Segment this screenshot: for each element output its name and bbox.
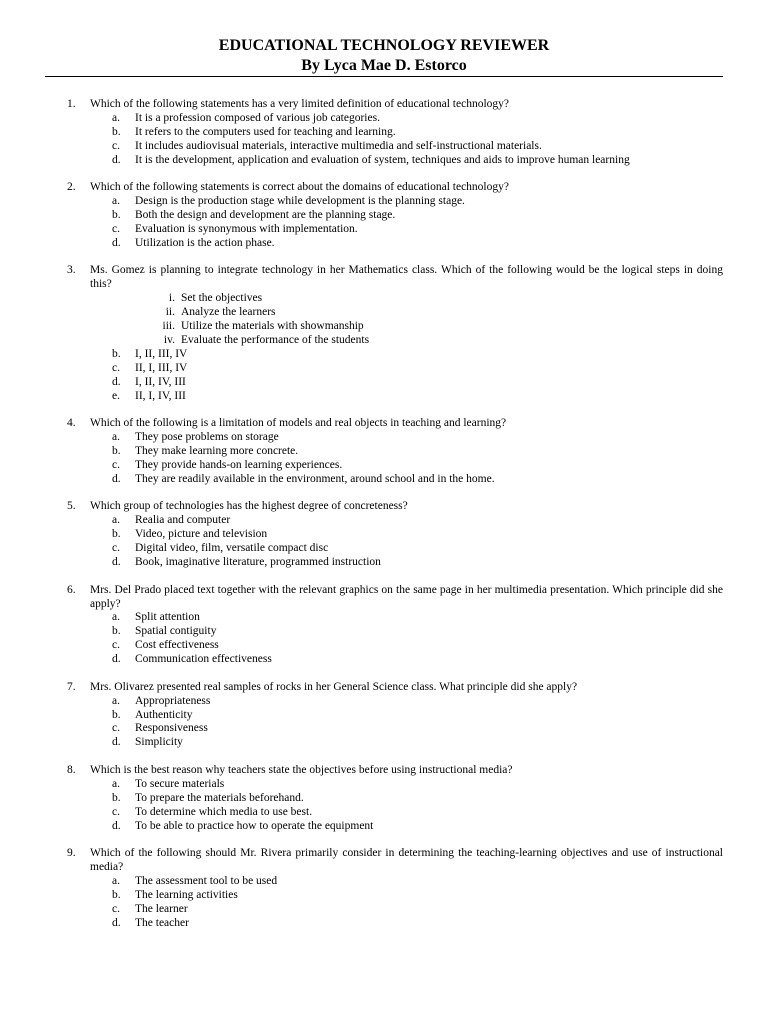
option-text: To be able to practice how to operate the equipment: [135, 819, 374, 832]
answer-option: [45, 237, 723, 251]
question-stem: [45, 764, 723, 778]
question-list: [45, 98, 723, 944]
question-5: [45, 500, 723, 570]
question-6: [45, 584, 723, 667]
answer-option: [45, 514, 723, 528]
option-text: Realia and computer: [135, 514, 231, 527]
step-text: Utilize the materials with showmanship: [181, 320, 364, 333]
question-text: Which of the following statements is correct about the domains of educational technology?: [90, 181, 509, 194]
question-stem: [45, 847, 723, 875]
question-text: Mrs. Del Prado placed text together with the relevant graphics on the same page in her multimedia presentation. Which principle did she apply?: [90, 583, 723, 610]
step-item: [45, 320, 723, 334]
option-label: b.: [112, 347, 121, 360]
question-stem: [45, 264, 723, 292]
option-label: c.: [112, 361, 120, 374]
question-9: [45, 847, 723, 930]
answer-option: [45, 140, 723, 154]
question-number: 1.: [67, 98, 76, 110]
option-label: d.: [112, 556, 121, 569]
question-stem: [45, 500, 723, 514]
answer-option: [45, 611, 723, 625]
option-label: a.: [112, 611, 120, 624]
question-number: 5.: [67, 500, 76, 513]
answer-option: [45, 917, 723, 931]
option-text: To determine which media to use best.: [135, 805, 313, 818]
option-label: a.: [112, 514, 120, 527]
option-label: d.: [112, 236, 121, 249]
option-text: Communication effectiveness: [135, 653, 272, 666]
answer-option: [45, 154, 723, 168]
answer-option: [45, 209, 723, 223]
answer-option: [45, 778, 723, 792]
option-label: b.: [112, 625, 121, 638]
option-label: b.: [112, 708, 121, 721]
question-8: [45, 764, 723, 834]
option-label: d.: [112, 916, 121, 929]
answer-option: [45, 556, 723, 570]
answer-option: [45, 875, 723, 889]
option-text: It is a profession composed of various job categories.: [135, 111, 380, 124]
answer-option: [45, 195, 723, 209]
option-text: To secure materials: [135, 777, 225, 790]
option-label: b.: [112, 791, 121, 804]
question-7: [45, 681, 723, 751]
option-text: Spatial contiguity: [135, 625, 217, 638]
document-header: [45, 36, 723, 76]
question-2: [45, 181, 723, 251]
question-text: Which group of technologies has the highest degree of concreteness?: [90, 500, 408, 513]
option-label: c.: [112, 639, 120, 652]
question-stem: [45, 181, 723, 195]
option-text: It includes audiovisual materials, interactive multimedia and self-instructional materials.: [135, 139, 542, 152]
option-text: To prepare the materials beforehand.: [135, 791, 304, 804]
option-label: d.: [112, 153, 121, 166]
option-text: II, I, III, IV: [135, 361, 188, 374]
option-text: Digital video, film, versatile compact disc: [135, 542, 329, 555]
option-label: d.: [112, 375, 121, 388]
option-label: e.: [112, 389, 120, 402]
answer-option: [45, 445, 723, 459]
option-label: b.: [112, 209, 121, 222]
question-3: [45, 264, 723, 403]
answer-option: [45, 820, 723, 834]
option-text: Split attention: [135, 611, 200, 624]
step-item: [45, 292, 723, 306]
option-text: I, II, IV, III: [135, 375, 186, 388]
option-text: Simplicity: [135, 736, 183, 749]
option-text: Responsiveness: [135, 722, 208, 735]
question-stem: [45, 417, 723, 431]
question-number: 4.: [67, 417, 76, 430]
question-number: 3.: [67, 264, 76, 277]
step-label: i.: [168, 292, 175, 305]
answer-option: [45, 528, 723, 542]
step-label: ii.: [165, 306, 175, 319]
answer-option: [45, 695, 723, 709]
option-label: c.: [112, 458, 120, 471]
option-text: Design is the production stage while development is the planning stage.: [135, 195, 465, 208]
option-text: Authenticity: [135, 708, 193, 721]
option-text: Cost effectiveness: [135, 639, 219, 652]
option-label: d.: [112, 472, 121, 485]
answer-option: [45, 112, 723, 126]
answer-option: [45, 889, 723, 903]
option-text: They provide hands-on learning experiences.: [135, 458, 343, 471]
question-1: [45, 98, 723, 168]
answer-option: [45, 806, 723, 820]
option-label: c.: [112, 542, 120, 555]
question-text: Which of the following should Mr. Rivera primarily consider in determining the teaching-learning objectives and use of instructional media?: [90, 847, 723, 874]
question-number: 6.: [67, 583, 76, 596]
option-label: d.: [112, 819, 121, 832]
step-label: iii.: [162, 320, 175, 333]
answer-option: [45, 792, 723, 806]
option-text: It refers to the computers used for teaching and learning.: [135, 125, 396, 138]
answer-option: [45, 736, 723, 750]
option-text: I, II, III, IV: [135, 347, 188, 360]
step-text: Analyze the learners: [181, 306, 276, 319]
option-text: II, I, IV, III: [135, 389, 186, 402]
step-item: [45, 334, 723, 348]
answer-option: [45, 653, 723, 667]
question-number: 8.: [67, 763, 76, 776]
option-text: Video, picture and television: [135, 528, 268, 541]
step-text: Evaluate the performance of the students: [181, 333, 370, 346]
option-label: c.: [112, 222, 120, 235]
question-4: [45, 417, 723, 487]
question-stem: [45, 681, 723, 695]
option-label: c.: [112, 805, 120, 818]
option-text: They are readily available in the environment, around school and in the home.: [135, 472, 495, 485]
step-label: iv.: [163, 333, 175, 346]
option-text: They make learning more concrete.: [135, 445, 299, 457]
option-label: d.: [112, 653, 121, 666]
answer-option: [45, 348, 723, 362]
step-text: Set the objectives: [181, 292, 263, 305]
answer-option: [45, 390, 723, 404]
option-label: a.: [112, 694, 120, 707]
option-text: The learning activities: [135, 888, 238, 901]
question-stem: [45, 98, 723, 112]
option-text: The assessment tool to be used: [135, 875, 278, 887]
answer-option: [45, 903, 723, 917]
answer-option: [45, 223, 723, 237]
option-text: They pose problems on storage: [135, 431, 279, 444]
option-text: The teacher: [135, 916, 189, 929]
answer-option: [45, 473, 723, 487]
option-label: b.: [112, 528, 121, 541]
option-text: Book, imaginative literature, programmed instruction: [135, 556, 381, 569]
answer-option: [45, 542, 723, 556]
option-text: Appropriateness: [135, 694, 211, 707]
option-label: c.: [112, 139, 120, 152]
answer-option: [45, 625, 723, 639]
option-label: d.: [112, 736, 121, 749]
question-number: 2.: [67, 181, 76, 194]
option-label: b.: [112, 125, 121, 138]
option-label: b.: [112, 888, 121, 901]
option-text: Both the design and development are the planning stage.: [135, 209, 396, 222]
option-label: c.: [112, 902, 120, 915]
option-text: It is the development, application and evaluation of system, techniques and aids to improve human learning: [135, 153, 630, 166]
answer-option: [45, 722, 723, 736]
answer-option: [45, 126, 723, 140]
question-text: Which is the best reason why teachers state the objectives before using instructional media?: [90, 763, 513, 776]
option-label: a.: [112, 195, 120, 208]
step-item: [45, 306, 723, 320]
option-label: b.: [112, 445, 121, 457]
header-rule: [45, 76, 723, 77]
question-text: Which of the following is a limitation of models and real objects in teaching and learning?: [90, 417, 507, 430]
option-label: a.: [112, 431, 120, 444]
option-text: Utilization is the action phase.: [135, 236, 275, 249]
document-author: By Lyca Mae D. Estorco: [301, 57, 467, 74]
question-text: Ms. Gomez is planning to integrate technology in her Mathematics class. Which of the following would be the logical steps in doing this?: [90, 264, 723, 291]
answer-option: [45, 459, 723, 473]
question-number: 7.: [67, 680, 76, 693]
document-title: EDUCATIONAL TECHNOLOGY REVIEWER: [218, 37, 550, 54]
answer-option: [45, 639, 723, 653]
option-label: a.: [112, 777, 120, 790]
answer-option: [45, 709, 723, 723]
answer-option: [45, 431, 723, 445]
question-text: Mrs. Olivarez presented real samples of rocks in her General Science class. What principle did she apply?: [90, 680, 578, 693]
answer-option: [45, 376, 723, 390]
option-text: The learner: [135, 902, 188, 915]
option-label: a.: [112, 111, 120, 124]
option-label: a.: [112, 875, 120, 887]
option-label: c.: [112, 722, 120, 735]
question-stem: [45, 584, 723, 612]
question-number: 9.: [67, 847, 76, 860]
option-text: Evaluation is synonymous with implementation.: [135, 222, 358, 235]
question-text: Which of the following statements has a very limited definition of educational technology?: [90, 98, 509, 110]
answer-option: [45, 362, 723, 376]
